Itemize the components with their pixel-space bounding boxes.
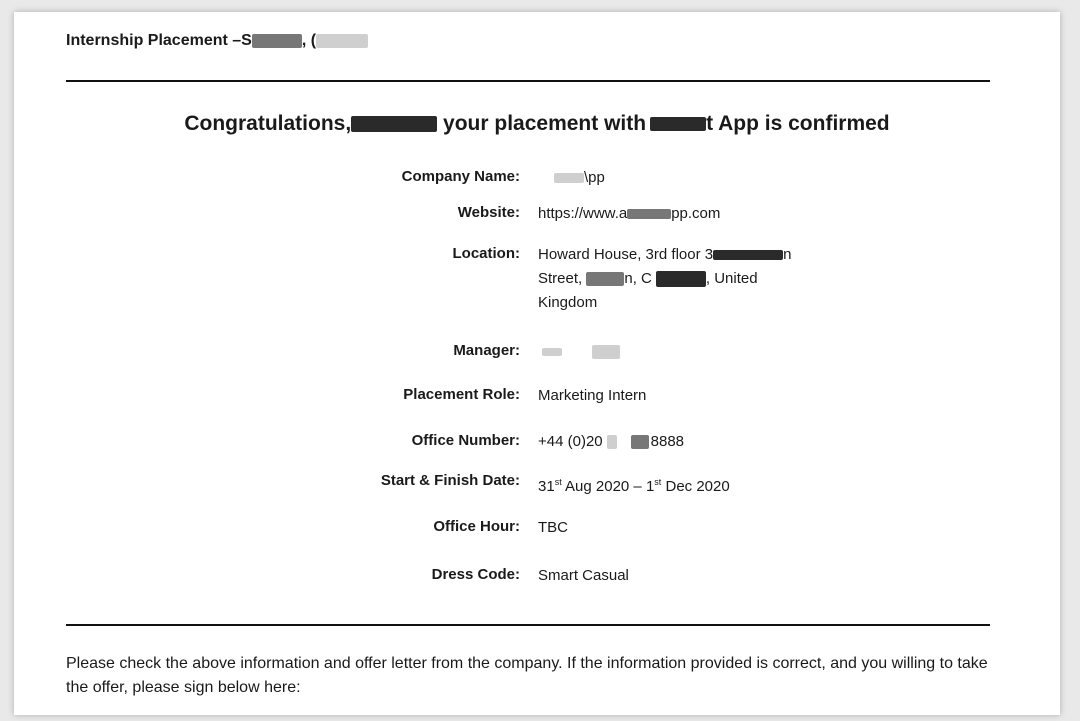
detail-label: Location:: [452, 245, 520, 262]
location-text: Howard House, 3rd floor 3: [538, 246, 714, 263]
location-text: Street,: [538, 270, 587, 287]
detail-value: Marketing Intern: [538, 387, 647, 404]
location-text: n, C: [624, 270, 652, 287]
redacted-block: [542, 348, 562, 356]
detail-label: Dress Code:: [431, 566, 520, 583]
office-number-tail: 8888: [650, 433, 685, 450]
detail-label: Office Hour:: [433, 518, 520, 535]
office-number-value: +44 (0)20: [538, 433, 603, 450]
redacted-block: [713, 250, 783, 260]
redacted-block: [554, 173, 584, 183]
document-header: [66, 32, 368, 50]
detail-value: Smart Casual: [538, 567, 629, 584]
heading-part-2: your placement with: [437, 112, 647, 135]
bottom-divider: [66, 624, 990, 626]
detail-label: Company Name:: [401, 168, 520, 185]
redacted-block: [607, 435, 617, 449]
detail-value: [538, 470, 838, 499]
top-divider: [66, 80, 990, 82]
detail-value: [538, 430, 838, 454]
redacted-block: [656, 271, 706, 287]
date-ordinal: st: [554, 477, 562, 487]
detail-value: [538, 166, 838, 190]
detail-value: [538, 202, 838, 226]
date-text: 31: [538, 478, 555, 495]
location-text: , United: [705, 270, 758, 287]
congratulations-heading: [14, 112, 1060, 136]
redacted-block: [586, 272, 624, 286]
website-value-tail: pp.com: [671, 205, 721, 222]
detail-value: [538, 243, 838, 315]
detail-label: Website:: [457, 204, 520, 221]
date-text: Aug 2020 – 1: [561, 478, 655, 495]
header-title-prefix: Internship Placement –S: [66, 32, 252, 49]
company-name-value: \pp: [584, 169, 605, 186]
instruction-paragraph: Please check the above information and offer letter from the company. If the information provided is correct, and you willing to take the offer, please sign below here:: [66, 655, 988, 696]
redacted-block: [627, 209, 671, 219]
header-title-tail: , (: [301, 32, 317, 49]
detail-label: Manager:: [453, 342, 520, 359]
redacted-block: [592, 345, 620, 359]
redacted-block: [252, 34, 302, 48]
redacted-block: [650, 117, 706, 131]
detail-value: [538, 340, 838, 364]
redacted-block: [316, 34, 368, 48]
date-text: Dec 2020: [661, 478, 730, 495]
location-text: n: [783, 246, 792, 263]
website-value: https://www.a: [538, 205, 628, 222]
detail-label: Placement Role:: [403, 386, 520, 403]
detail-label: Office Number:: [411, 432, 520, 449]
document-page: [14, 12, 1060, 715]
detail-value: TBC: [538, 519, 568, 536]
redacted-block: [351, 116, 437, 132]
location-line-3: Kingdom: [538, 294, 598, 311]
location-line-1: [538, 243, 838, 267]
date-ordinal: st: [654, 477, 662, 487]
heading-part-3: t App is confirmed: [706, 112, 890, 135]
heading-part-1: Congratulations,: [184, 112, 352, 135]
redacted-block: [631, 435, 649, 449]
detail-label: Start & Finish Date:: [380, 472, 520, 489]
location-line-2: [538, 267, 838, 291]
